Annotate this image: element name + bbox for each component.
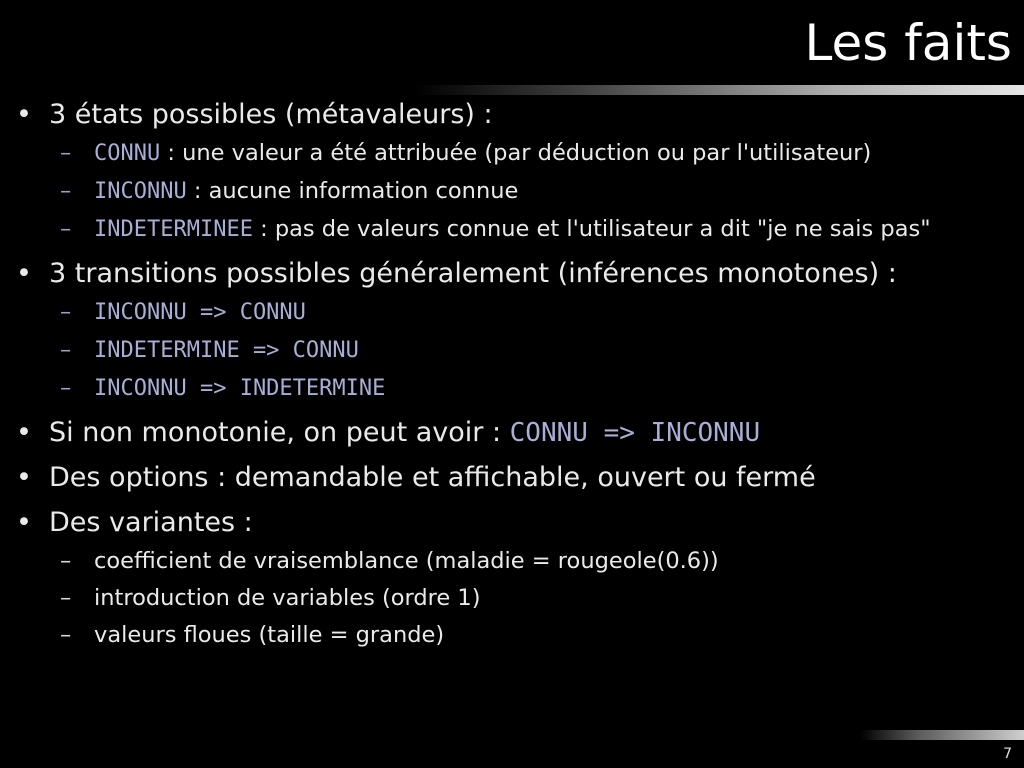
code-term: CONNU => INCONNU: [509, 418, 761, 448]
dash-bullet-icon: –: [60, 585, 72, 611]
code-term: INCONNU => INDETERMINE: [94, 376, 386, 401]
bullet-dot-icon: •: [16, 99, 32, 130]
sub-item-text: coefficient de vraisemblance (maladie = rougeole(0.6)): [94, 548, 719, 574]
sub-item-text: : pas de valeurs connue et l'utilisateur a dit "je ne sais pas": [252, 216, 931, 242]
bullet-item-options: [14, 461, 1010, 495]
bullet-item-states: [14, 98, 1010, 132]
bullet-dot-icon: •: [16, 462, 32, 493]
bullet-item-transitions: [14, 257, 1010, 291]
bullet-text: 3 états possibles (métavaleurs) :: [49, 99, 493, 130]
code-term: INDETERMINE => CONNU: [94, 338, 359, 363]
sub-item-text: : aucune information connue: [186, 178, 519, 204]
bullet-dot-icon: •: [16, 258, 32, 289]
sub-item-transition-3: [14, 372, 1010, 405]
dash-bullet-icon: –: [60, 140, 72, 166]
slide-title: Les faits: [804, 14, 1012, 72]
bullet-dot-icon: •: [16, 507, 32, 538]
sub-item-text: introduction de variables (ordre 1): [94, 585, 481, 611]
title-divider: [415, 85, 1024, 95]
dash-bullet-icon: –: [60, 299, 72, 325]
bullet-dot-icon: •: [16, 417, 32, 448]
sub-item-transition-2: [14, 334, 1010, 367]
code-term: CONNU: [94, 141, 161, 166]
sub-item-text: valeurs floues (taille = grande): [94, 622, 445, 648]
bullet-text: Si non monotonie, on peut avoir :: [49, 417, 510, 448]
bullet-item-variantes: [14, 506, 1010, 540]
dash-bullet-icon: –: [60, 178, 72, 204]
bullet-text: 3 transitions possibles généralement (inférences monotones) :: [49, 258, 897, 289]
sub-item-connu: [14, 137, 1010, 170]
dash-bullet-icon: –: [60, 622, 72, 648]
dash-bullet-icon: –: [60, 337, 72, 363]
bullet-item-non-monotonie: [14, 416, 1010, 450]
dash-bullet-icon: –: [60, 548, 72, 574]
bullet-text: Des variantes :: [49, 507, 253, 538]
sub-item-text: : une valeur a été attribuée (par déduction ou par l'utilisateur): [160, 140, 872, 166]
dash-bullet-icon: –: [60, 375, 72, 401]
slide-content: [14, 98, 1010, 651]
code-term: INDETERMINEE: [94, 217, 253, 242]
code-term: INCONNU => CONNU: [94, 300, 306, 325]
footer-divider: [860, 730, 1024, 740]
sub-item-variables: [14, 582, 1010, 614]
sub-item-floues: [14, 619, 1010, 651]
dash-bullet-icon: –: [60, 216, 72, 242]
sub-item-transition-1: [14, 296, 1010, 329]
sub-item-indeterminee: [14, 213, 1010, 246]
bullet-text: Des options : demandable et affichable, ouvert ou fermé: [49, 462, 816, 493]
sub-item-coefficient: [14, 545, 1010, 577]
code-term: INCONNU: [94, 179, 187, 204]
page-number: 7: [1003, 746, 1012, 762]
sub-item-inconnu: [14, 175, 1010, 208]
